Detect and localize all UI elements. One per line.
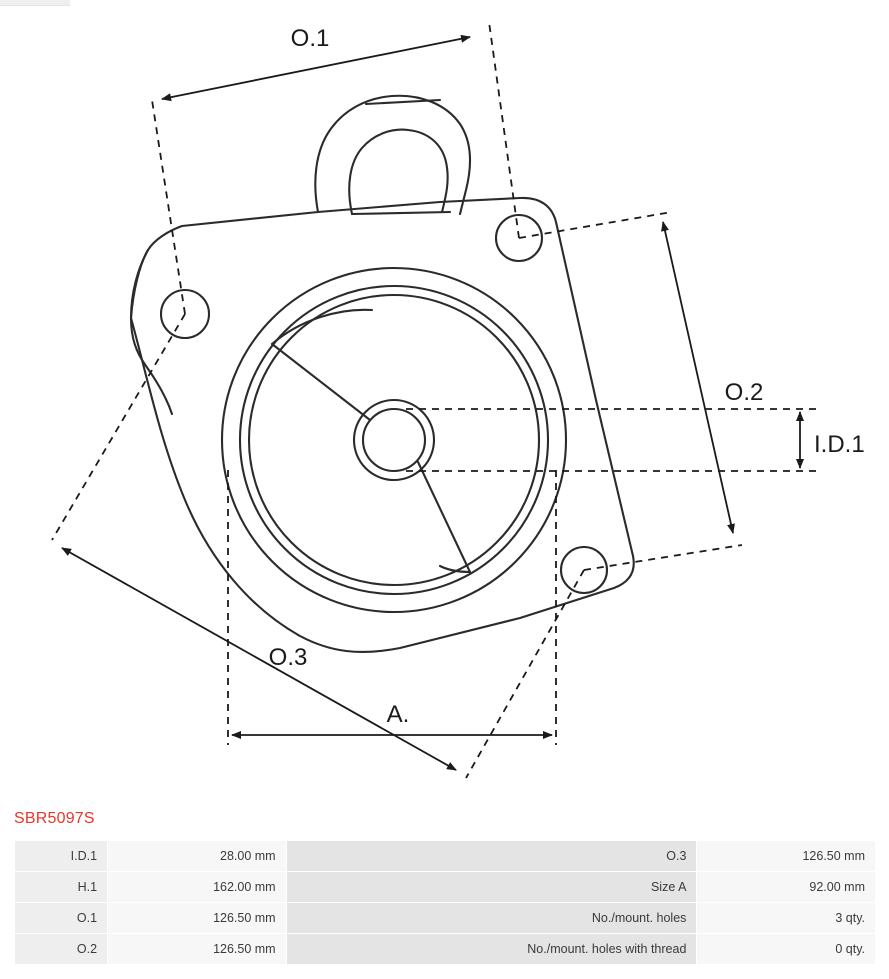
dimension-label-o3: O.3 xyxy=(268,644,308,671)
dimension-label-o1: O.1 xyxy=(290,25,330,52)
spec-label-2: No./mount. holes with thread xyxy=(286,934,697,965)
specifications-table xyxy=(14,840,876,965)
spec-label-2: Size A xyxy=(286,872,697,903)
dimension-label-id1: I.D.1 xyxy=(814,431,865,458)
dimension-o2 xyxy=(519,212,742,570)
spec-label: H.1 xyxy=(15,872,108,903)
spec-label: O.2 xyxy=(15,934,108,965)
dimension-o1 xyxy=(152,22,519,314)
table-row xyxy=(15,841,876,872)
spec-value-2: 3 qty. xyxy=(697,903,876,934)
spec-label: I.D.1 xyxy=(15,841,108,872)
dimension-label-o2: O.2 xyxy=(724,379,764,406)
table-row xyxy=(15,872,876,903)
spec-value: 28.00 mm xyxy=(108,841,287,872)
spec-value-2: 126.50 mm xyxy=(697,841,876,872)
table-row xyxy=(15,903,876,934)
spec-value: 162.00 mm xyxy=(108,872,287,903)
spec-value-2: 92.00 mm xyxy=(697,872,876,903)
dimension-label-a: A. xyxy=(386,701,410,728)
spec-value-2: 0 qty. xyxy=(697,934,876,965)
table-row xyxy=(15,934,876,965)
dimension-o3 xyxy=(52,314,584,778)
spec-label-2: O.3 xyxy=(286,841,697,872)
spec-label-2: No./mount. holes xyxy=(286,903,697,934)
dimension-id1 xyxy=(406,409,818,471)
spec-value: 126.50 mm xyxy=(108,934,287,965)
spec-value: 126.50 mm xyxy=(108,903,287,934)
spec-label: O.1 xyxy=(15,903,108,934)
starter-housing-outline xyxy=(131,96,634,652)
part-code: SBR5097S xyxy=(14,810,95,827)
